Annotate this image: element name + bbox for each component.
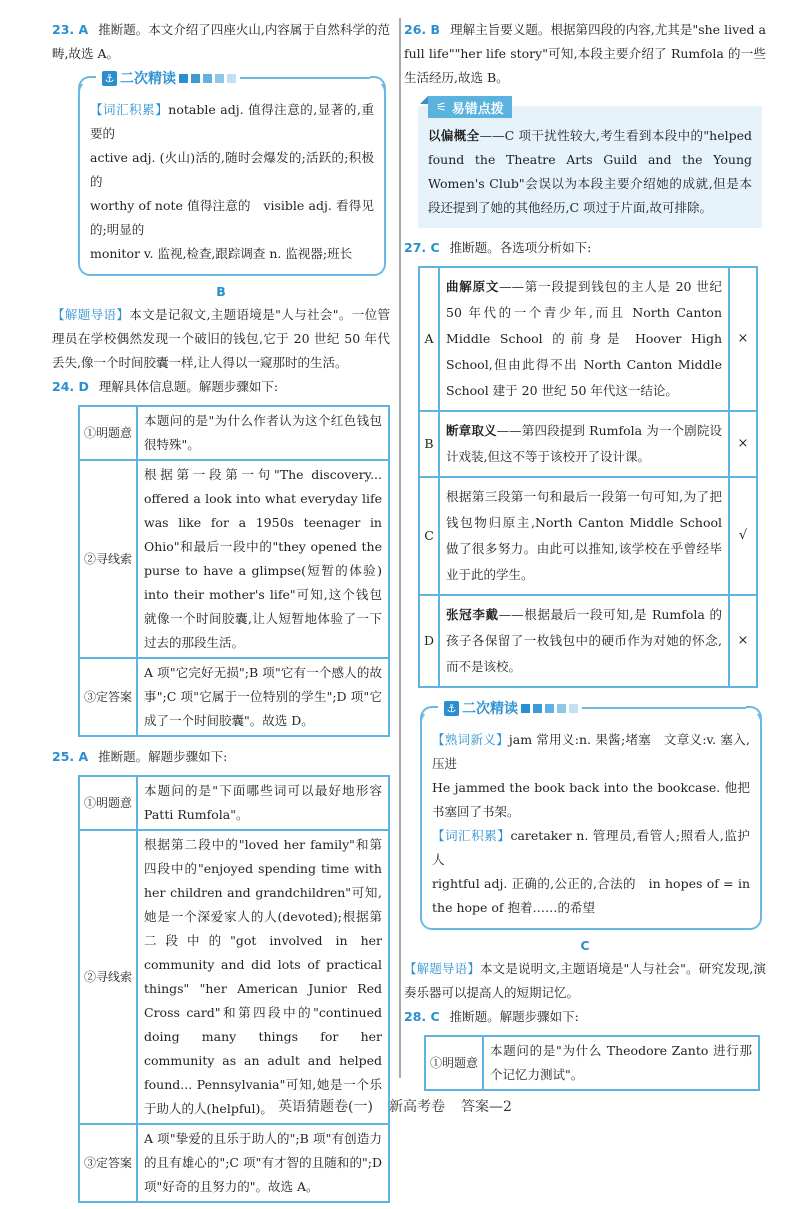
table-row: [79, 460, 389, 658]
steps-table-25: [78, 775, 390, 1203]
guide-label: 【解题导语】: [404, 961, 481, 976]
question-25: 25. A 推断题。解题步骤如下:: [52, 749, 228, 764]
vocab-line: 【熟词新义】jam 常用义:n. 果酱;堵塞 文章义:v. 塞入,压进: [432, 732, 750, 771]
steps-table-28: [424, 1035, 760, 1091]
footer-page: 答案—2: [461, 1099, 512, 1115]
step-label: ①明题意: [79, 776, 137, 830]
anchor-icon: ⚓: [444, 701, 459, 716]
step-label: ③定答案: [79, 1124, 137, 1202]
tip-header: [428, 96, 512, 118]
step-text: 本题问的是"下面哪些词可以最好地形容 Patti Rumfola"。: [137, 776, 389, 830]
section-letter-c: C: [580, 938, 590, 953]
options-table-27: [418, 266, 758, 688]
error-tip-box: [418, 100, 762, 228]
reread-box: [420, 701, 762, 930]
wrong-mark: ×: [729, 411, 757, 477]
question-number: 28. C: [404, 1009, 440, 1024]
progress-square: [533, 704, 542, 713]
progress-square: [227, 74, 236, 83]
progress-square: [191, 74, 200, 83]
question-28: 28. C 推断题。解题步骤如下:: [404, 1009, 579, 1024]
question-text: 推断题。本文介绍了四座火山,内容属于自然科学的范畴,故选 A。: [52, 22, 390, 61]
tip-text: 以偏概全——C 项干扰性较大,考生看到本段中的"helped found the Theatre Arts Guild and the Young Women's Club"会误以为本段主要介绍她的成就,但是本段还提到了她的其他经历,C 项过于片面,故可排除。: [428, 128, 752, 215]
vocab-line: rightful adj. 正确的,公正的,合法的 in hopes of = in the hope of 抱着……的希望: [432, 876, 750, 915]
question-number: 26. B: [404, 22, 441, 37]
table-row: [419, 267, 757, 411]
page-footer: [0, 1096, 790, 1116]
vocab-line: monitor v. 监视,检查,跟踪调查 n. 监视器;班长: [90, 246, 353, 261]
correct-mark: √: [729, 477, 757, 595]
step-text: 根据第二段中的"loved her family"和第四段中的"enjoyed spending time with her children and grandchildren"可知,她是一个深爱家人的人(devoted);根据第二段中的"got involved in her community and did lots of practical things" "her American Junior Red Cross card"和第四段中的"continued doing many things for her community as an adult and helped found... Pennsylvania"可知,她是一个乐于助人的人(helpful)。: [137, 830, 389, 1124]
step-label: ①明题意: [79, 406, 137, 460]
question-23: [52, 18, 390, 66]
question-number: 25. A: [52, 749, 89, 764]
step-label: ②寻线索: [79, 460, 137, 658]
anchor-icon: ⚓: [102, 71, 117, 86]
progress-square: [569, 704, 578, 713]
step-text: A 项"挚爱的且乐于助人的";B 项"有创造力的且有雄心的";C 项"有才智的且随和的";D 项"好奇的且努力的"。故选 A。: [137, 1124, 389, 1202]
reread-header: [420, 701, 762, 715]
progress-square: [179, 74, 188, 83]
vocab-label: 【熟词新义】: [432, 732, 509, 747]
solution-guide: 【解题导语】本文是说明文,主题语境是"人与社会"。研究发现,演奏乐器可以提高人的短期记忆。: [404, 961, 766, 1000]
vocab-label: 【词汇积累】: [432, 828, 511, 843]
steps-table-24: [78, 405, 390, 737]
question-number: 23. A: [52, 22, 89, 37]
progress-square: [521, 704, 530, 713]
reread-title: 二次精读: [120, 71, 176, 87]
wrong-mark: ×: [729, 595, 757, 687]
tip-title: 易错点拨: [451, 101, 504, 117]
guide-label: 【解题导语】: [52, 307, 130, 322]
question-26: 26. B 理解主旨要义题。根据第四段的内容,尤其是"she lived a full life""her life story"可知,本段主要介绍了 Rumfola 的一些生活经历,故选 B。: [404, 22, 766, 85]
option-analysis: 曲解原文——第一段提到钱包的主人是 20 世纪 50 年代的一个青少年,而且 North Canton Middle School 的前身是 Hoover High School,但由此得不出 North Canton Middle School 建于 20 世纪 50 年代这一结论。: [439, 267, 729, 411]
magic-wand-icon: ⚟: [436, 100, 447, 114]
progress-square: [545, 704, 554, 713]
option-analysis: 断章取义——第四段提到 Rumfola 为一个剧院设计戏装,但这不等于该校开了设计课。: [439, 411, 729, 477]
step-text: A 项"它完好无损";B 项"它有一个感人的故事";C 项"它属于一位特别的学生";D 项"它成了一个时间胶囊"。故选 D。: [137, 658, 389, 736]
column-divider: [399, 18, 401, 1078]
vocab-line: active adj. (火山)活的,随时会爆发的;活跃的;积极的: [90, 150, 374, 189]
option-analysis: 根据第三段第一句和最后一段第一句可知,为了把钱包物归原主,North Canton Middle School 做了很多努力。由此可以推知,该学校在乎曾经毕业于此的学生。: [439, 477, 729, 595]
question-number: 27. C: [404, 240, 440, 255]
question-27: 27. C 推断题。各选项分析如下:: [404, 240, 592, 255]
step-text: 本题问的是"为什么 Theodore Zanto 进行那个记忆力测试"。: [483, 1036, 759, 1090]
step-label: ②寻线索: [79, 830, 137, 1124]
table-row: [79, 776, 389, 830]
table-row: [79, 830, 389, 1124]
table-row: [79, 406, 389, 460]
table-row: [419, 595, 757, 687]
table-row: [419, 477, 757, 595]
progress-square: [557, 704, 566, 713]
reread-header: [78, 71, 386, 85]
option-letter: A: [419, 267, 439, 411]
reread-title: 二次精读: [462, 701, 518, 717]
step-label: ①明题意: [425, 1036, 483, 1090]
question-24: 24. D 理解具体信息题。解题步骤如下:: [52, 379, 279, 394]
reread-box: [78, 71, 386, 276]
vocab-line: 【词汇积累】caretaker n. 管理员,看管人;照看人,监护人: [432, 828, 750, 867]
table-row: [79, 658, 389, 736]
table-row: [425, 1036, 759, 1090]
progress-square: [203, 74, 212, 83]
wrong-mark: ×: [729, 267, 757, 411]
footer-exam: 新高考卷: [389, 1099, 445, 1115]
vocab-line: 【词汇积累】notable adj. 值得注意的,显著的,重要的: [90, 102, 374, 141]
option-letter: C: [419, 477, 439, 595]
footer-title: 英语猜题卷(一): [278, 1099, 373, 1115]
left-column: [52, 18, 390, 1209]
option-letter: D: [419, 595, 439, 687]
step-text: 根据第一段第一句"The discovery... offered a look into what everyday life was like for a 1950s teenager in Ohio"和最后一段中的"they opened the purse to have a glimpse(短暂的体验) into their mother's life"可知,这个钱包就像一个时间胶囊,让人短暂地体验了一下过去的那段生活。: [137, 460, 389, 658]
step-label: ③定答案: [79, 658, 137, 736]
vocab-line: He jammed the book back into the bookcase. 他把书塞回了书架。: [432, 780, 750, 819]
option-letter: B: [419, 411, 439, 477]
step-text: 本题问的是"为什么作者认为这个红色钱包很特殊"。: [137, 406, 389, 460]
progress-square: [215, 74, 224, 83]
section-letter-b: B: [216, 284, 226, 299]
vocab-label: 【词汇积累】: [90, 102, 169, 117]
option-analysis: 张冠李戴——根据最后一段可知,是 Rumfola 的孩子各保留了一枚钱包中的硬币作为对她的怀念,而不是该校。: [439, 595, 729, 687]
vocab-line: worthy of note 值得注意的 visible adj. 看得见的;明显的: [90, 198, 374, 237]
table-row: [79, 1124, 389, 1202]
table-row: [419, 411, 757, 477]
question-number: 24. D: [52, 379, 89, 394]
right-column: [404, 18, 766, 1097]
solution-guide: 【解题导语】本文是记叙文,主题语境是"人与社会"。一位管理员在学校偶然发现一个破旧的钱包,它于 20 世纪 50 年代丢失,像一个时间胶囊一样,让人得以一窥那时的生活。: [52, 307, 390, 370]
